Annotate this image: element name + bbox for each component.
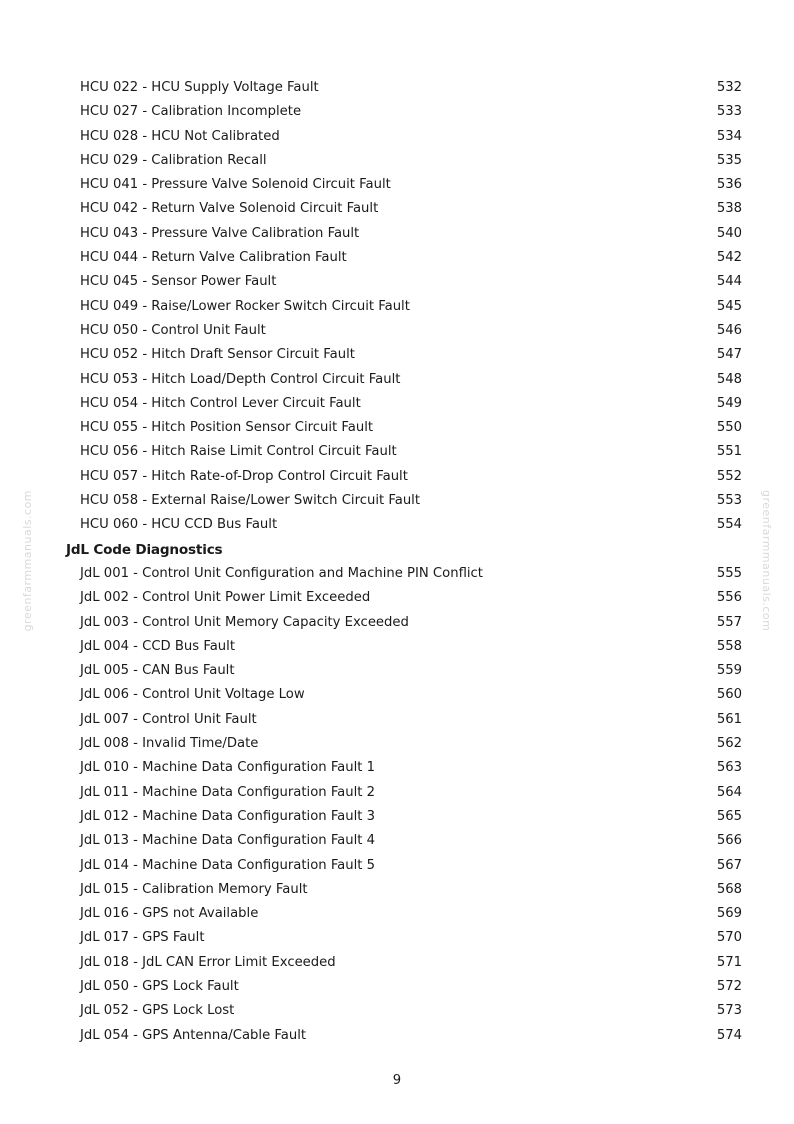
toc-entry-page: 532 (716, 80, 742, 95)
toc-entry[interactable] (0, 149, 794, 173)
toc-entry-page: 544 (716, 274, 742, 290)
toc-entry[interactable] (0, 416, 794, 440)
toc-entry[interactable] (0, 951, 794, 975)
toc-entry[interactable] (0, 683, 794, 707)
toc-entry[interactable] (0, 732, 794, 756)
toc-entry[interactable] (0, 854, 794, 878)
toc-entry[interactable] (0, 902, 794, 926)
toc-entry-title: JdL 003 - Control Unit Memory Capacity Exceeded (80, 614, 409, 630)
toc-entry-title: HCU 028 - HCU Not Calibrated (80, 128, 280, 144)
toc-entry-page: 556 (716, 590, 742, 606)
toc-entry-title: JdL 010 - Machine Data Configuration Fault 1 (80, 760, 376, 776)
toc-entry-title: HCU 055 - Hitch Position Sensor Circuit Fault (80, 420, 374, 436)
toc-entry-page: 533 (716, 104, 742, 120)
toc-entry[interactable] (0, 100, 794, 124)
toc-entry-title: HCU 022 - HCU Supply Voltage Fault (80, 80, 319, 95)
toc-entry-page: 574 (716, 1027, 742, 1043)
toc-entry-page: 536 (716, 177, 742, 193)
toc-entry[interactable] (0, 926, 794, 950)
toc-entry[interactable] (0, 1024, 794, 1048)
toc-entry-title: JdL 054 - GPS Antenna/Cable Fault (80, 1027, 307, 1043)
toc-entry-page: 564 (716, 784, 742, 800)
toc-entry[interactable] (0, 829, 794, 853)
toc-entry-title: JdL 016 - GPS not Available (80, 906, 259, 922)
toc-entry-title: HCU 043 - Pressure Valve Calibration Fault (80, 225, 360, 241)
toc-entry[interactable] (0, 611, 794, 635)
toc-entry-page: 548 (716, 371, 742, 387)
toc-entry[interactable] (0, 270, 794, 294)
toc-entry-page: 542 (716, 250, 742, 266)
toc-entry[interactable] (0, 295, 794, 319)
toc-entry-title: HCU 053 - Hitch Load/Depth Control Circuit Fault (80, 371, 401, 387)
toc-entry-title: HCU 045 - Sensor Power Fault (80, 274, 277, 290)
toc-entry-title: HCU 041 - Pressure Valve Solenoid Circuit Fault (80, 177, 391, 193)
toc-entry-title: JdL 004 - CCD Bus Fault (80, 638, 235, 654)
toc-entry-page: 558 (716, 638, 742, 654)
watermark-left: greenfarmmanuals.com (21, 490, 34, 632)
toc-entry[interactable] (0, 222, 794, 246)
toc-entry-page: 573 (716, 1003, 742, 1019)
toc-entry[interactable] (0, 586, 794, 610)
toc-entry[interactable] (0, 368, 794, 392)
toc-entry-title: HCU 052 - Hitch Draft Sensor Circuit Fault (80, 347, 355, 363)
toc-entry-title: JdL 052 - GPS Lock Lost (80, 1003, 235, 1019)
toc-entry-title: JdL 017 - GPS Fault (80, 930, 205, 946)
toc-entry-title: JdL 013 - Machine Data Configuration Fault 4 (80, 833, 376, 849)
toc-entry-page: 571 (716, 954, 742, 970)
toc-entry-title: JdL 006 - Control Unit Voltage Low (80, 687, 305, 703)
toc-entry-page: 572 (716, 978, 742, 994)
toc-entry-title: HCU 044 - Return Valve Calibration Fault (80, 250, 347, 266)
toc-entry[interactable] (0, 197, 794, 221)
toc-entry-page: 563 (716, 760, 742, 776)
toc-entry-page: 566 (716, 833, 742, 849)
toc-entry[interactable] (0, 392, 794, 416)
toc-entry[interactable] (0, 513, 794, 537)
toc-entry[interactable] (0, 659, 794, 683)
toc-entry-title: HCU 056 - Hitch Raise Limit Control Circuit Fault (80, 444, 397, 460)
toc-entry[interactable] (0, 708, 794, 732)
toc-entry-title: JdL 018 - JdL CAN Error Limit Exceeded (80, 954, 336, 970)
toc-entry[interactable] (0, 125, 794, 149)
toc-entry-page: 540 (716, 225, 742, 241)
toc-entry-page: 567 (716, 857, 742, 873)
toc-entry-title: HCU 054 - Hitch Control Lever Circuit Fault (80, 395, 361, 411)
toc-entry[interactable] (0, 975, 794, 999)
toc-entry[interactable] (0, 76, 794, 100)
toc-entry-title: HCU 049 - Raise/Lower Rocker Switch Circuit Fault (80, 298, 410, 314)
toc-entry-page: 560 (716, 687, 742, 703)
toc-entry-page: 545 (716, 298, 742, 314)
toc-entry-title: HCU 050 - Control Unit Fault (80, 322, 266, 338)
toc-entry[interactable] (0, 319, 794, 343)
toc-entry-page: 561 (716, 711, 742, 727)
toc-entry-title: HCU 060 - HCU CCD Bus Fault (80, 517, 278, 533)
toc-entry[interactable] (0, 635, 794, 659)
toc-entry-page: 557 (716, 614, 742, 630)
toc-entry-page: 535 (716, 152, 742, 168)
watermark-right: greenfarmmanuals.com (760, 490, 773, 632)
toc-entry-page: 569 (716, 906, 742, 922)
toc-entry-page: 549 (716, 395, 742, 411)
page-number: 9 (392, 1073, 402, 1088)
toc-entry-page: 551 (716, 444, 742, 460)
toc-entry-page: 559 (716, 663, 742, 679)
toc-entry-title: JdL 002 - Control Unit Power Limit Exceeded (80, 590, 371, 606)
toc-entry[interactable] (0, 781, 794, 805)
toc-entry-page: 550 (716, 420, 742, 436)
toc-entry[interactable] (0, 465, 794, 489)
table-of-contents (0, 76, 794, 1048)
toc-entry[interactable] (0, 440, 794, 464)
toc-entry-title: JdL 001 - Control Unit Configuration and Machine PIN Conflict (80, 565, 483, 581)
toc-entry-title: JdL 015 - Calibration Memory Fault (80, 881, 308, 897)
toc-entry-title: HCU 029 - Calibration Recall (80, 152, 267, 168)
toc-entry-page: 570 (716, 930, 742, 946)
toc-entry[interactable] (0, 878, 794, 902)
toc-entry-title: HCU 042 - Return Valve Solenoid Circuit Fault (80, 201, 379, 217)
toc-entry-page: 552 (716, 468, 742, 484)
toc-entry-page: 534 (716, 128, 742, 144)
toc-entry[interactable] (0, 756, 794, 780)
toc-entry-title: JdL 011 - Machine Data Configuration Fault 2 (80, 784, 376, 800)
toc-entry-page: 547 (716, 347, 742, 363)
toc-entry-page: 565 (716, 808, 742, 824)
toc-entry-title: JdL 012 - Machine Data Configuration Fault 3 (80, 808, 376, 824)
toc-entry-title: JdL 005 - CAN Bus Fault (80, 663, 235, 679)
toc-entry-page: 555 (716, 565, 742, 581)
toc-entry-page: 538 (716, 201, 742, 217)
toc-entry-page: 554 (716, 517, 742, 533)
toc-entry-title: JdL 008 - Invalid Time/Date (80, 736, 259, 752)
toc-entry[interactable] (0, 489, 794, 513)
toc-entry[interactable] (0, 343, 794, 367)
toc-entry-title: HCU 027 - Calibration Incomplete (80, 104, 302, 120)
toc-entry[interactable] (0, 805, 794, 829)
toc-entry[interactable] (0, 562, 794, 586)
toc-entry-page: 568 (716, 881, 742, 897)
toc-entry-page: 553 (716, 493, 742, 509)
toc-entry[interactable] (0, 173, 794, 197)
toc-entry[interactable] (0, 246, 794, 270)
section-heading: JdL Code Diagnostics (66, 541, 223, 558)
toc-entry-title: JdL 014 - Machine Data Configuration Fault 5 (80, 857, 376, 873)
toc-entry[interactable] (0, 999, 794, 1023)
toc-entry-title: JdL 007 - Control Unit Fault (80, 711, 257, 727)
toc-entry-page: 546 (716, 322, 742, 338)
toc-entry-title: HCU 057 - Hitch Rate-of-Drop Control Circuit Fault (80, 468, 408, 484)
toc-entry-title: HCU 058 - External Raise/Lower Switch Circuit Fault (80, 493, 421, 509)
toc-entry-title: JdL 050 - GPS Lock Fault (80, 978, 239, 994)
toc-entry-page: 562 (716, 736, 742, 752)
